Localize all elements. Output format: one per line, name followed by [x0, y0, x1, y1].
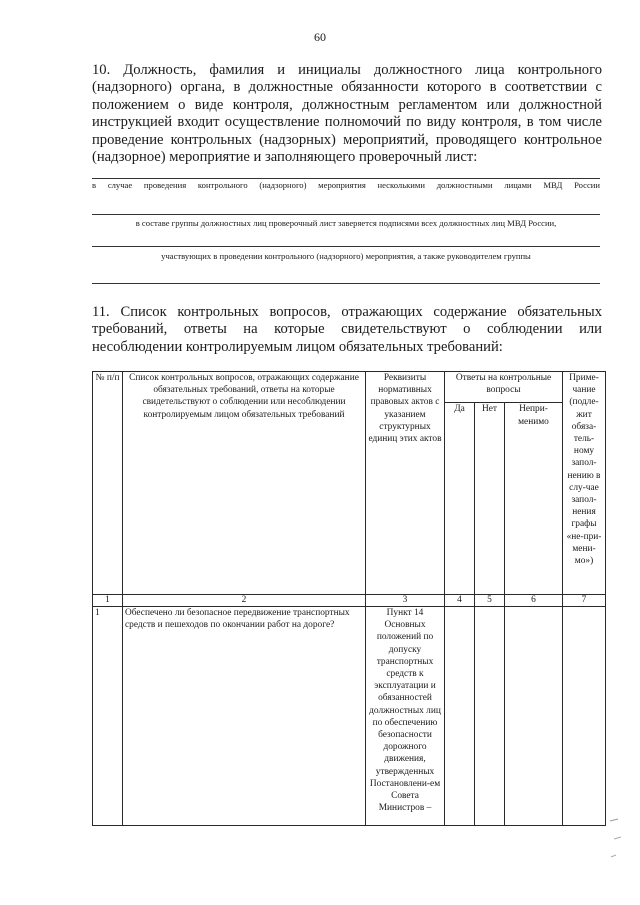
header-note: Приме-чание (подле-жит обяза-тель-ному запол-нению в слу-чае запол-нения графы «не-при-мени-мо»): [563, 372, 606, 595]
scan-artifact-marks: [606, 815, 628, 865]
row-num: 1: [93, 607, 123, 826]
col-number: 3: [366, 595, 445, 607]
header-yes: Да: [445, 403, 475, 595]
col-number: 7: [563, 595, 606, 607]
col-number: 4: [445, 595, 475, 607]
fill-line-1: [92, 178, 600, 179]
row-note[interactable]: [563, 607, 606, 826]
col-number: 5: [475, 595, 505, 607]
fill-line-3: [92, 246, 600, 247]
col-number: 1: [93, 595, 123, 607]
row-question: Обеспечено ли безопасное передвижение транспортных средств и пешеходов по окончании работ на дороге?: [123, 607, 366, 826]
row-answer-no[interactable]: [475, 607, 505, 826]
header-requisites: Реквизиты нормативных правовых актов с указанием структурных единиц этих актов: [366, 372, 445, 595]
page-number: 60: [314, 30, 326, 44]
table-row: [93, 607, 606, 826]
section-11-text: 11. Список контрольных вопросов, отражающих содержание обязательных требований, ответы на которые свидетельствуют о соблюдении или несоблюдении контролируемым лицом обязательных требований:: [92, 304, 602, 355]
header-no: Нет: [475, 403, 505, 595]
table-header-row: [93, 372, 606, 403]
row-answer-yes[interactable]: [445, 607, 475, 826]
header-num: № п/п: [93, 372, 123, 595]
note-line-1: в случае проведения контрольного (надзорного) мероприятия несколькими должностными лицами МВД России: [92, 180, 600, 190]
row-answer-na[interactable]: [505, 607, 563, 826]
fill-line-4: [92, 283, 600, 284]
column-numbers-row: [93, 595, 606, 607]
header-answers: Ответы на контрольные вопросы: [445, 372, 563, 403]
header-na: Непри-менимо: [505, 403, 563, 595]
col-number: 2: [123, 595, 366, 607]
header-question: Список контрольных вопросов, отражающих содержание обязательных требований, ответы на которые свидетельствуют о соблюдении или несоблюдении контролируемым лицом обязательных требований: [123, 372, 366, 595]
col-number: 6: [505, 595, 563, 607]
note-line-2: в составе группы должностных лиц проверочный лист заверяется подписями всех должностных лиц МВД России,: [135, 218, 557, 228]
note-line-3: участвующих в проведении контрольного (надзорного) мероприятия, а также руководителем группы: [161, 251, 531, 261]
section-10-text: 10. Должность, фамилия и инициалы должностного лица контрольного (надзорного) органа, в должностные обязанности которого в соответствии с положением о виде контроля, должностным регламентом или должностной инструкцией входит осуществление полномочий по виду контроля, в том числе проведение контрольных (надзорных) мероприятий, проводящего контрольное (надзорное) мероприятие и заполняющего проверочный лист:: [92, 62, 602, 166]
fill-line-2: [92, 214, 600, 215]
row-requisites: Пункт 14 Основных положений по допуску транспортных средств к эксплуатации и обязанностей должностных лиц по обеспечению безопасности дорожного движения, утвержденных Постановлени-ем Совета Министров –: [366, 607, 445, 826]
checklist-table: [92, 371, 606, 826]
